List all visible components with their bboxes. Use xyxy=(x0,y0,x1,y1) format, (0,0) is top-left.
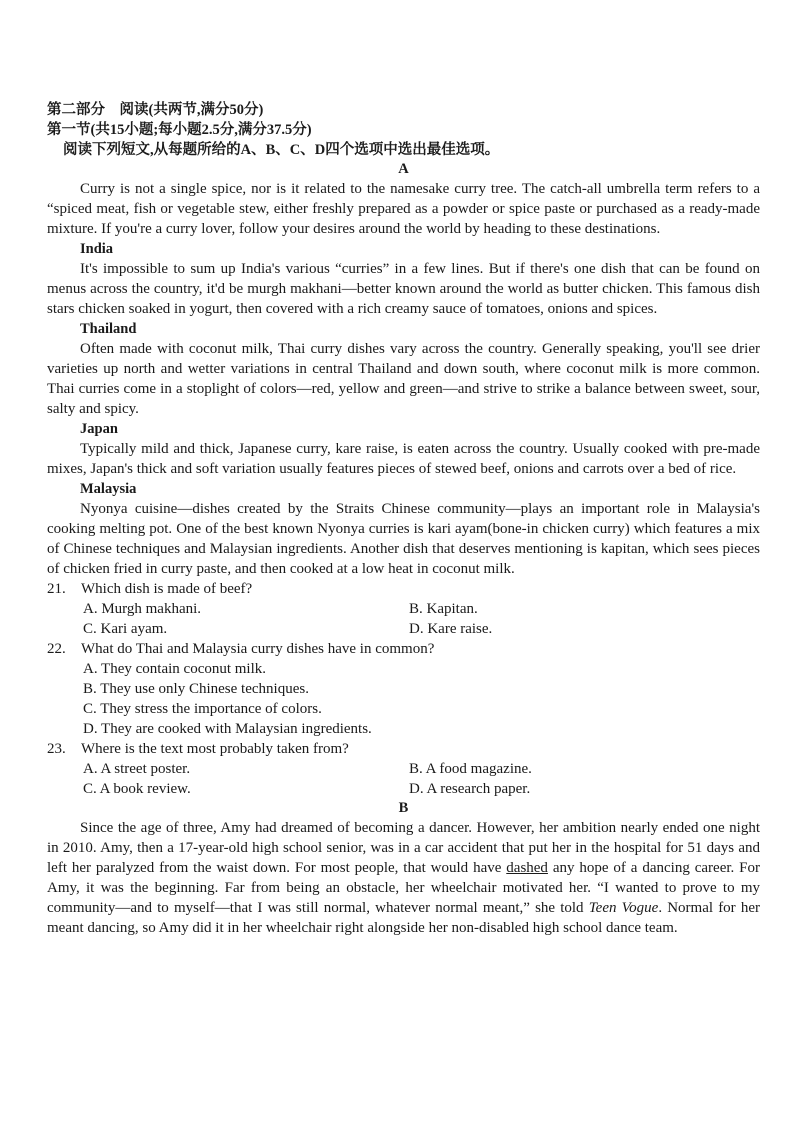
passage-b-paragraph xyxy=(47,818,760,938)
option-c[interactable]: C. Kari ayam. xyxy=(83,621,168,637)
option-a[interactable]: A. A street poster. xyxy=(83,761,191,777)
section-heading: 第一节(共15小题;每小题2.5分,满分37.5分) xyxy=(47,122,312,138)
question-21-options xyxy=(83,599,760,639)
question-23 xyxy=(47,739,760,759)
page-content xyxy=(47,100,760,938)
text-segment: Since the age of three, Amy had dreamed of becoming a dancer. However, her ambition nearly ended one night in 2010. Amy, then a 17-year-old high school senior, was in a car accident that put her in the hospital for 51 days and left her paralyzed from the waist down. For most people, that would have xyxy=(47,820,760,876)
option-b[interactable]: B. Kapitan. xyxy=(409,601,478,617)
question-number: 22. xyxy=(47,641,66,657)
underlined-word: dashed xyxy=(506,860,548,876)
thailand-paragraph: Often made with coconut milk, Thai curry dishes vary across the country. Generally speaking, you'll see drier varieties up north and wetter variations in central Thailand and down south, where coconut milk is more common. Thai curries come in a stoplight of colors—red, yellow and green—and strive to strike a balance between sweet, sour, salty and spicy. xyxy=(47,341,760,417)
text-segment: any hope of a dancing career. For Amy, it was the beginning. Far from being an obstacle, her wheelchair motivated her. “I wanted to prove to my community—and to myself—that I was still normal, whatever normal meant,” she told xyxy=(47,860,760,916)
option-b[interactable]: B. They use only Chinese techniques. xyxy=(83,681,309,697)
question-stem: Where is the text most probably taken from? xyxy=(81,741,349,757)
option-d[interactable]: D. Kare raise. xyxy=(409,621,493,637)
malaysia-heading: Malaysia xyxy=(80,481,137,497)
option-d[interactable]: D. A research paper. xyxy=(409,781,531,797)
malaysia-paragraph: Nyonya cuisine—dishes created by the Straits Chinese community—plays an important role in Malaysia's cooking melting pot. One of the best known Nyonya curries is kari ayam(bone-in chicken curry) which features a mix of Chinese techniques and Malaysian ingredients. Another dish that deserves mentioning is kapitan, which sees pieces of chicken fried in curry paste, and then cooked at a low heat in coconut milk. xyxy=(47,501,760,577)
india-paragraph: It's impossible to sum up India's various “curries” in a few lines. But if there's one dish that can be found on menus across the country, it'd be murgh makhani—better known around the world as butter chicken. This famous dish stars chicken soaked in yogurt, then covered with a rich creamy sauce of tomatoes, onions and spices. xyxy=(47,261,760,317)
india-heading: India xyxy=(80,241,114,257)
question-stem: Which dish is made of beef? xyxy=(81,581,253,597)
question-number: 21. xyxy=(47,581,66,597)
thailand-heading: Thailand xyxy=(80,321,137,337)
passage-a-label: A xyxy=(398,161,409,177)
option-c[interactable]: C. They stress the importance of colors. xyxy=(83,701,322,717)
passage-a-intro: Curry is not a single spice, nor is it related to the namesake curry tree. The catch-all umbrella term refers to a “spiced meat, fish or vegetable stew, either freshly prepared as a powder or spice paste or purchased as a ready-made mixture. If you're a curry lover, follow your desires around the world by heading to these destinations. xyxy=(47,181,760,237)
part-heading: 第二部分 阅读(共两节,满分50分) xyxy=(47,102,264,118)
passage-b-label: B xyxy=(398,800,409,816)
option-a[interactable]: A. They contain coconut milk. xyxy=(83,661,267,677)
question-21 xyxy=(47,579,760,599)
instruction-text: 阅读下列短文,从每题所给的A、B、C、D四个选项中选出最佳选项。 xyxy=(63,142,500,158)
text-segment: . Normal for her meant dancing, so Amy did it in her wheelchair right alongside her non-disabled high school dance team. xyxy=(47,900,760,936)
option-d[interactable]: D. They are cooked with Malaysian ingredients. xyxy=(83,721,372,737)
magazine-name: Teen Vogue xyxy=(588,900,659,916)
option-c[interactable]: C. A book review. xyxy=(83,781,191,797)
option-b[interactable]: B. A food magazine. xyxy=(409,761,532,777)
question-number: 23. xyxy=(47,741,66,757)
question-23-options xyxy=(83,759,760,799)
question-22 xyxy=(47,639,760,659)
japan-paragraph: Typically mild and thick, Japanese curry, kare raise, is eaten across the country. Usually cooked with pre-made mixes, Japan's thick and soft variation usually features pieces of stewed beef, onions and carrots over a bed of rice. xyxy=(47,441,760,477)
japan-heading: Japan xyxy=(80,421,118,437)
question-22-options xyxy=(83,659,760,739)
option-a[interactable]: A. Murgh makhani. xyxy=(83,601,202,617)
question-stem: What do Thai and Malaysia curry dishes have in common? xyxy=(81,641,435,657)
